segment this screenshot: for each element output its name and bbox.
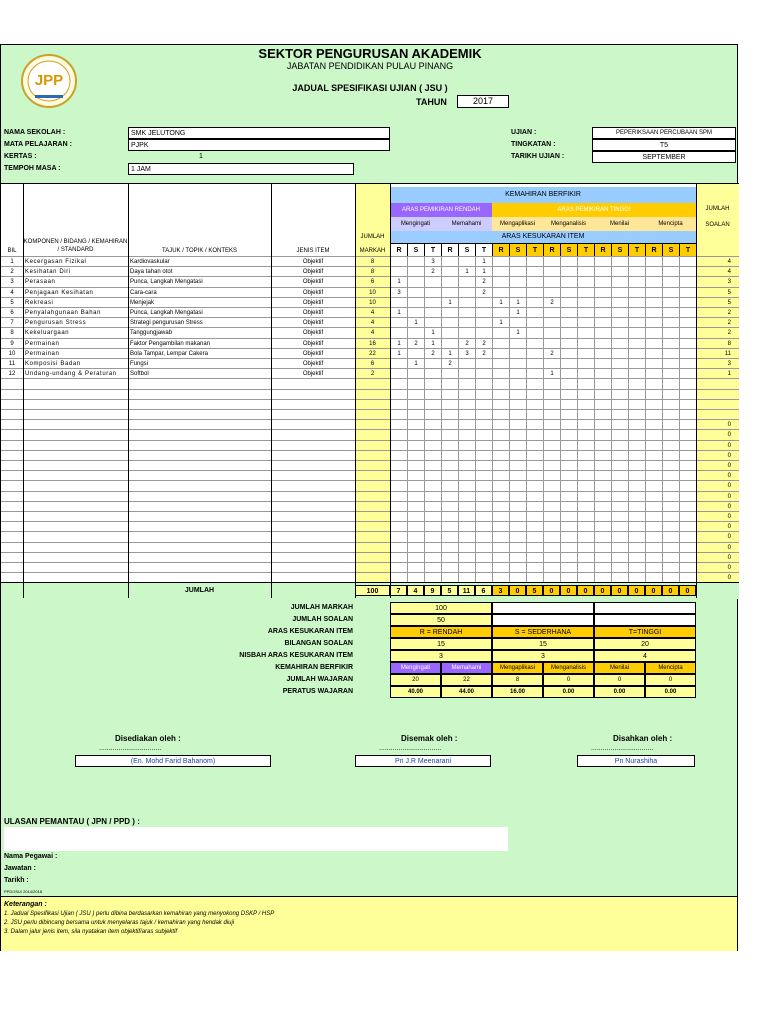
total-markah: 100 — [355, 585, 390, 596]
rst-cell[interactable]: 1 — [390, 277, 407, 287]
jsu-sheet — [0, 44, 738, 951]
bil-cell[interactable]: 5 — [10, 299, 14, 306]
markah-cell[interactable]: 2 — [370, 371, 375, 378]
table-row — [1, 358, 739, 368]
mencipta-header: Mencipta — [645, 217, 696, 231]
rst-cell[interactable]: 2 — [475, 277, 492, 287]
soalan-cell[interactable]: 11 — [724, 350, 731, 357]
markah-cell[interactable]: 4 — [370, 310, 375, 316]
total-cell: 0 — [679, 585, 696, 596]
total-cell: 0 — [543, 585, 560, 596]
rst-cell[interactable]: 3 — [424, 257, 441, 267]
total-cell: 0 — [611, 585, 628, 596]
komponen-cell[interactable]: Komposisi Badan — [25, 361, 81, 367]
table-row — [1, 327, 739, 337]
peratus-cell: 0.00 — [645, 686, 696, 698]
markah-cell[interactable]: 6 — [370, 279, 375, 286]
markah-cell[interactable]: 10 — [369, 289, 376, 296]
rst-cell[interactable]: 2 — [475, 339, 492, 349]
soalan-cell[interactable]: 0 — [727, 452, 731, 459]
soalan-cell[interactable]: 2 — [727, 330, 731, 337]
jumlah-soalan-h2: SOALAN — [705, 222, 730, 228]
total-cell: 9 — [424, 585, 441, 596]
bil-cell[interactable]: 8 — [10, 330, 14, 337]
rst-cell[interactable]: 1 — [424, 339, 441, 349]
paper-field[interactable]: 1 — [199, 153, 203, 160]
rst-header-cell: T — [526, 243, 543, 256]
tajuk-cell[interactable]: Bola Tampar, Lempar Cakera — [130, 350, 208, 357]
table-row — [1, 256, 739, 266]
jumlah-soalan-label: JUMLAH SOALAN — [292, 616, 353, 623]
duration-label: TEMPOH MASA : — [4, 165, 61, 172]
school-field[interactable]: SMK JELUTONG — [128, 127, 390, 139]
rst-header-cell: R — [492, 243, 509, 256]
rst-cell[interactable]: 1 — [407, 318, 424, 328]
soalan-cell[interactable]: 0 — [727, 503, 731, 510]
wajaran-row — [390, 674, 696, 686]
bil-cell[interactable]: 11 — [8, 361, 16, 367]
soalan-cell[interactable]: 3 — [727, 279, 731, 286]
jenis-cell[interactable]: Objektif — [302, 320, 324, 327]
nisbah-label: NISBAH ARAS KESUKARAN ITEM — [239, 652, 353, 659]
wajaran-cell: 22 — [441, 674, 492, 686]
kemahiran-cell: Mencipta — [645, 662, 696, 674]
bil-cell[interactable]: 6 — [10, 310, 14, 316]
memahami-header: Memahami — [441, 217, 492, 231]
name-disediakan[interactable]: (En. Mohd Farid Bahanom) — [75, 755, 271, 767]
rst-cell[interactable]: 1 — [458, 267, 475, 277]
total-cell: 0 — [645, 585, 662, 596]
rst-header-cell: S — [662, 243, 679, 256]
name-disemak[interactable]: Pn J.R Meenarani — [355, 755, 491, 767]
komponen-cell[interactable]: Undang-undang & Peraturan — [25, 371, 117, 378]
jenis-cell[interactable]: Objektif — [302, 310, 324, 316]
school-label: NAMA SEKOLAH : — [4, 129, 66, 136]
jumlah-markah-blank-2 — [594, 602, 696, 614]
rst-cell[interactable]: 2 — [543, 349, 560, 359]
total-cell: 5 — [526, 585, 543, 596]
rst-cell[interactable]: 3 — [458, 349, 475, 359]
peratus-cell: 0.00 — [594, 686, 645, 698]
exam-label: UJIAN : — [511, 129, 537, 136]
jenis-cell[interactable]: Objektif — [302, 340, 324, 347]
peratus-cell: 40.00 — [390, 686, 441, 698]
soalan-cell[interactable]: 5 — [727, 289, 731, 296]
page-subtitle: JABATAN PENDIDIKAN PULAU PINANG — [286, 61, 454, 71]
komponen-cell[interactable]: Kekeluargaan — [25, 330, 70, 337]
rst-cell[interactable]: 2 — [458, 339, 475, 349]
name-disahkan[interactable]: Pn Nurashiha — [577, 755, 695, 767]
level-label: TINGKATAN : — [511, 141, 556, 148]
soalan-cell[interactable]: 2 — [727, 320, 731, 327]
markah-cell[interactable]: 22 — [369, 350, 376, 357]
table-row — [1, 521, 739, 531]
soalan-cell[interactable]: 0 — [727, 544, 731, 551]
rst-header-cell: S — [407, 243, 424, 256]
komponen-cell[interactable]: Penjagaan Kesihatan — [25, 289, 94, 296]
komponen-header: KOMPONEN / BIDANG / KEMAHIRAN / STANDARD — [23, 239, 128, 253]
table-row — [1, 450, 739, 460]
komponen-cell[interactable]: Rekreasi — [25, 299, 54, 306]
rst-header-cell: T — [628, 243, 645, 256]
soalan-cell[interactable]: 0 — [727, 514, 731, 520]
soalan-cell[interactable]: 4 — [727, 259, 731, 265]
rst-header-cell: R — [543, 243, 560, 256]
komponen-cell[interactable]: Pengurusan Stress — [25, 320, 87, 327]
table-row — [1, 542, 739, 552]
total-cell: 0 — [662, 585, 679, 596]
signature-line-2: ................................ — [379, 745, 442, 752]
rendah-label: R = RENDAH — [390, 626, 492, 638]
rst-cell[interactable]: 1 — [407, 359, 424, 369]
rst-header-cell: T — [424, 243, 441, 256]
rst-cell[interactable]: 1 — [475, 257, 492, 267]
peratus-cell: 0.00 — [543, 686, 594, 698]
rst-cell[interactable]: 1 — [509, 308, 526, 318]
year-label: TAHUN — [416, 97, 447, 107]
soalan-cell[interactable]: 0 — [727, 422, 731, 429]
form-code: PPD/JSU/ 2014/2018 — [4, 889, 43, 894]
soalan-cell[interactable]: 3 — [727, 361, 731, 367]
soalan-cell[interactable]: 1 — [727, 371, 731, 378]
wajaran-cell: 0 — [645, 674, 696, 686]
kemahiran-cell: Mengingati — [390, 662, 441, 674]
tajuk-cell[interactable]: Menjejak — [130, 299, 155, 306]
total-cell: 4 — [407, 585, 424, 596]
total-cell: 6 — [475, 585, 492, 596]
soalan-cell[interactable]: 0 — [727, 524, 731, 531]
komponen-cell[interactable]: Penyalahgunaan Bahan — [25, 310, 102, 316]
rst-header-cell: S — [611, 243, 628, 256]
rst-cell[interactable]: 2 — [407, 339, 424, 349]
wajaran-cell: 8 — [492, 674, 543, 686]
aras-kesukaran-label: ARAS KESUKARAN ITEM — [267, 628, 353, 635]
bil-cell[interactable]: 1 — [10, 259, 14, 265]
total-cell: 0 — [509, 585, 526, 596]
markah-header: MARKAH — [359, 248, 386, 254]
jenis-header: JENIS ITEM — [296, 248, 330, 254]
menilai-header: Menilai — [594, 217, 645, 231]
bil-cell[interactable]: 9 — [10, 340, 14, 347]
rst-header-cell: T — [679, 243, 696, 256]
paper-label: KERTAS : — [4, 153, 37, 160]
tinggi-label: T=TINGGI — [594, 626, 696, 638]
main-table — [1, 183, 739, 599]
total-cell: 0 — [577, 585, 594, 596]
table-row — [1, 552, 739, 562]
date-label: TARIKH UJIAN : — [511, 153, 565, 160]
markah-cell[interactable]: 8 — [370, 259, 375, 265]
tajuk-cell[interactable]: Softbol — [130, 371, 149, 378]
rst-header-row — [390, 243, 696, 256]
nisbah-rendah: 3 — [390, 650, 492, 662]
bilangan-soalan-label: BILANGAN SOALAN — [284, 640, 353, 647]
level-field[interactable]: T5 — [592, 139, 736, 151]
peratus-row — [390, 686, 696, 698]
jumlah-soalan-h1: JUMLAH — [705, 206, 730, 212]
markah-cell[interactable]: 6 — [370, 361, 375, 367]
wajaran-cell: 20 — [390, 674, 441, 686]
markah-cell[interactable]: 8 — [370, 269, 375, 276]
jenis-cell[interactable]: Objektif — [302, 279, 324, 286]
rst-cell[interactable]: 2 — [424, 267, 441, 277]
rst-cell[interactable]: 1 — [509, 328, 526, 338]
disemak-label: Disemak oleh : — [401, 734, 458, 743]
exam-field[interactable]: PEPERIKSAAN PERCUBAAN SPM — [592, 127, 736, 139]
notes-title: Keterangan : — [4, 901, 47, 908]
rst-cell[interactable]: 3 — [390, 288, 407, 298]
total-cell: 7 — [390, 585, 407, 596]
soalan-cell[interactable]: 0 — [727, 534, 731, 541]
komponen-cell[interactable]: Kecergasan Fizikal — [25, 259, 87, 265]
rst-cell[interactable]: 2 — [475, 288, 492, 298]
soalan-cell[interactable]: 0 — [727, 432, 731, 439]
jenis-cell[interactable]: Objektif — [302, 259, 324, 265]
jenis-cell[interactable]: Objektif — [302, 299, 324, 306]
soalan-cell[interactable]: 0 — [727, 565, 731, 571]
soalan-cell[interactable]: 4 — [727, 269, 731, 276]
table-row — [1, 460, 739, 470]
jenis-cell[interactable]: Objektif — [302, 361, 324, 367]
bil-cell[interactable]: 2 — [10, 269, 14, 276]
tajuk-cell[interactable]: Fungsi — [130, 361, 149, 367]
rst-header-cell: R — [645, 243, 662, 256]
rst-cell[interactable]: 1 — [390, 308, 407, 318]
bil-header: BIL — [7, 248, 17, 254]
rst-cell[interactable]: 2 — [424, 349, 441, 359]
rst-header-cell: S — [560, 243, 577, 256]
kemahiran-cell: Mengaplikasi — [492, 662, 543, 674]
table-row — [1, 338, 739, 348]
total-cell: 0 — [628, 585, 645, 596]
table-row — [1, 429, 739, 439]
soalan-cell[interactable]: 2 — [727, 310, 731, 316]
aras-rendah-header: ARAS PEMIKIRAN RENDAH — [390, 203, 492, 217]
nama-pegawai-label: Nama Pegawai : — [4, 853, 58, 860]
total-cell: 3 — [492, 585, 509, 596]
jumlah-markah-label: JUMLAH MARKAH — [290, 604, 353, 611]
rst-cell[interactable]: 1 — [424, 328, 441, 338]
date-field[interactable]: SEPTEMBER — [592, 151, 736, 163]
bil-tinggi: 20 — [594, 638, 696, 650]
rst-cell[interactable]: 1 — [492, 318, 509, 328]
soalan-cell[interactable]: 0 — [727, 483, 731, 490]
kemahiran-row — [390, 662, 696, 674]
jumlah-markah-value: 100 — [390, 602, 492, 614]
jawatan-label: Jawatan : — [4, 865, 36, 872]
peratus-wajaran-label: PERATUS WAJARAN — [282, 688, 353, 695]
total-cell: 0 — [560, 585, 577, 596]
bil-cell[interactable]: 3 — [10, 279, 14, 286]
soalan-cell[interactable]: 0 — [727, 473, 731, 480]
table-row — [1, 562, 739, 572]
soalan-cell[interactable]: 5 — [727, 299, 731, 306]
jenis-cell[interactable]: Objektif — [302, 289, 324, 296]
wajaran-cell: 0 — [543, 674, 594, 686]
rst-cell[interactable]: 1 — [492, 298, 509, 308]
jumlah-markah-blank-1 — [492, 602, 594, 614]
jenis-cell[interactable]: Objektif — [302, 330, 324, 337]
total-cell: 0 — [594, 585, 611, 596]
tajuk-cell[interactable]: Cara-cara — [130, 289, 157, 296]
bil-cell[interactable]: 12 — [8, 371, 16, 378]
subject-field[interactable]: PJPK — [128, 139, 390, 151]
table-row — [1, 317, 739, 327]
tajuk-cell[interactable]: Punca, Langkah Mengatasi — [130, 310, 203, 316]
table-row — [1, 378, 739, 388]
note-1: 1. Jadual Spesifikasi Ujian ( JSU ) perlu dibina berdasarkan kemahiran yang menyokong DSKP / HSP — [4, 911, 275, 917]
jumlah-soalan-blank-1 — [492, 614, 594, 626]
markah-cell[interactable]: 4 — [370, 330, 375, 337]
year-field[interactable]: 2017 — [457, 95, 509, 108]
total-row — [1, 582, 739, 599]
total-cell: 11 — [458, 585, 475, 596]
komponen-cell[interactable]: Perasaan — [25, 279, 56, 286]
table-row — [1, 491, 739, 501]
jenis-cell[interactable]: Objektif — [302, 350, 324, 357]
rst-cell[interactable]: 1 — [475, 267, 492, 277]
table-row — [1, 399, 739, 409]
table-row — [1, 389, 739, 399]
bil-cell[interactable]: 4 — [10, 289, 14, 296]
rst-header-cell: S — [458, 243, 475, 256]
table-body — [1, 256, 739, 582]
table-row — [1, 511, 739, 521]
tajuk-cell[interactable]: Strategi pengurusan Stress — [130, 320, 203, 327]
duration-field[interactable]: 1 JAM — [128, 163, 354, 175]
kemahiran-cell: Memahami — [441, 662, 492, 674]
tajuk-cell[interactable]: Tanggungjawab — [130, 330, 173, 337]
table-row — [1, 287, 739, 297]
kemahiran-header: KEMAHIRAN BERFIKIR — [390, 187, 696, 203]
sederhana-label: S = SEDERHANA — [492, 626, 594, 638]
ulasan-field[interactable] — [4, 827, 508, 851]
tajuk-cell[interactable]: Daya tahan otot — [130, 269, 173, 276]
menganalisis-header: Menganalisis — [543, 217, 594, 231]
tajuk-header: TAJUK / TOPIK / KONTEKS — [161, 248, 238, 254]
table-row — [1, 419, 739, 429]
table-row — [1, 368, 739, 378]
note-3: 3. Dalam jalur jenis item, sila nyatakan item objektif/aras subjektif — [4, 929, 178, 935]
jumlah-soalan-blank-2 — [594, 614, 696, 626]
soalan-cell[interactable]: 0 — [727, 493, 731, 500]
rst-header-cell: R — [594, 243, 611, 256]
markah-cell[interactable]: 16 — [369, 340, 376, 347]
total-label: JUMLAH — [184, 587, 215, 594]
subject-label: MATA PELAJARAN : — [4, 141, 72, 148]
soalan-cell[interactable]: 0 — [727, 575, 731, 582]
bil-sederhana: 15 — [492, 638, 594, 650]
rst-cell[interactable]: 1 — [509, 298, 526, 308]
signature-line-3: ................................ — [591, 745, 654, 752]
jumlah-header: JUMLAH — [360, 234, 385, 240]
komponen-cell[interactable]: Permainan — [25, 340, 60, 347]
bil-cell[interactable]: 7 — [10, 320, 14, 327]
bil-cell[interactable]: 10 — [8, 350, 16, 357]
rst-cell[interactable]: 1 — [390, 339, 407, 349]
page-title: SEKTOR PENGURUSAN AKADEMIK — [258, 46, 482, 61]
jenis-cell[interactable]: Objektif — [302, 269, 324, 276]
tajuk-cell[interactable]: Punca, Langkah Mengatasi — [130, 279, 203, 286]
aras-kesukaran-header: ARAS KESUKARAN ITEM — [390, 231, 696, 243]
signature-line-1: ................................ — [99, 745, 162, 752]
rst-header-cell: T — [475, 243, 492, 256]
wajaran-cell: 0 — [594, 674, 645, 686]
rst-cell[interactable]: 2 — [475, 349, 492, 359]
table-row — [1, 470, 739, 480]
note-2: 2. JSU perlu dibincang bersama untuk menyelaras tajuk / kemahiran yang hendak diuji — [4, 920, 235, 926]
ulasan-label: ULASAN PEMANTAU ( JPN / PPD ) : — [4, 817, 140, 826]
disahkan-label: Disahkan oleh : — [613, 734, 673, 743]
rst-cell[interactable]: 1 — [441, 298, 458, 308]
table-row — [1, 440, 739, 450]
nisbah-tinggi: 4 — [594, 650, 696, 662]
mengingati-header: Mengingati — [390, 217, 441, 231]
table-row — [1, 307, 739, 317]
komponen-cell[interactable]: Kesihatan Diri — [25, 269, 71, 276]
table-row — [1, 348, 739, 358]
rst-header-cell: T — [577, 243, 594, 256]
rst-cell[interactable]: 1 — [390, 349, 407, 359]
markah-cell[interactable]: 4 — [370, 320, 375, 327]
soalan-cell[interactable]: 0 — [727, 442, 731, 449]
tajuk-cell[interactable]: Kardiovaskular — [130, 259, 170, 265]
aras-tinggi-header: ARAS PEMIKIRAN TINGGI — [492, 203, 696, 217]
jumlah-wajaran-label: JUMLAH WAJARAN — [286, 676, 353, 683]
markah-cell[interactable]: 10 — [369, 299, 376, 306]
soalan-cell[interactable]: 8 — [727, 340, 731, 347]
rst-header-cell: R — [390, 243, 407, 256]
mengaplikasi-header: Mengaplikasi — [492, 217, 543, 231]
table-row — [1, 297, 739, 307]
kemahiran-berfikir-label: KEMAHIRAN BERFIKIR — [275, 664, 353, 671]
peratus-cell: 16.00 — [492, 686, 543, 698]
total-cell: 5 — [441, 585, 458, 596]
table-row — [1, 409, 739, 419]
table-row — [1, 480, 739, 490]
rst-cell[interactable]: 2 — [441, 359, 458, 369]
soalan-cell[interactable]: 0 — [727, 463, 731, 469]
tarikh-label: Tarikh : — [4, 877, 29, 884]
kemahiran-cell: Menganalisis — [543, 662, 594, 674]
table-row — [1, 266, 739, 276]
rst-header-cell: S — [509, 243, 526, 256]
soalan-cell[interactable]: 0 — [727, 554, 731, 561]
table-row — [1, 276, 739, 286]
table-row — [1, 501, 739, 511]
rst-cell[interactable]: 1 — [441, 349, 458, 359]
jumlah-soalan-value: 50 — [390, 614, 492, 626]
table-row — [1, 531, 739, 541]
rst-cell[interactable]: 1 — [543, 369, 560, 379]
rst-header-cell: R — [441, 243, 458, 256]
logo-text: JPP — [34, 72, 64, 89]
tajuk-cell[interactable]: Faktor Pengambilan makanan — [130, 340, 211, 347]
komponen-cell[interactable]: Permainan — [25, 350, 60, 357]
jenis-cell[interactable]: Objektif — [302, 371, 324, 378]
nisbah-sederhana: 3 — [492, 650, 594, 662]
table-row — [1, 572, 739, 582]
kemahiran-cell: Menilai — [594, 662, 645, 674]
peratus-cell: 44.00 — [441, 686, 492, 698]
bil-rendah: 15 — [390, 638, 492, 650]
disediakan-label: Disediakan oleh : — [115, 734, 181, 743]
doc-title: JADUAL SPESIFIKASI UJIAN ( JSU ) — [292, 83, 448, 93]
rst-cell[interactable]: 2 — [543, 298, 560, 308]
